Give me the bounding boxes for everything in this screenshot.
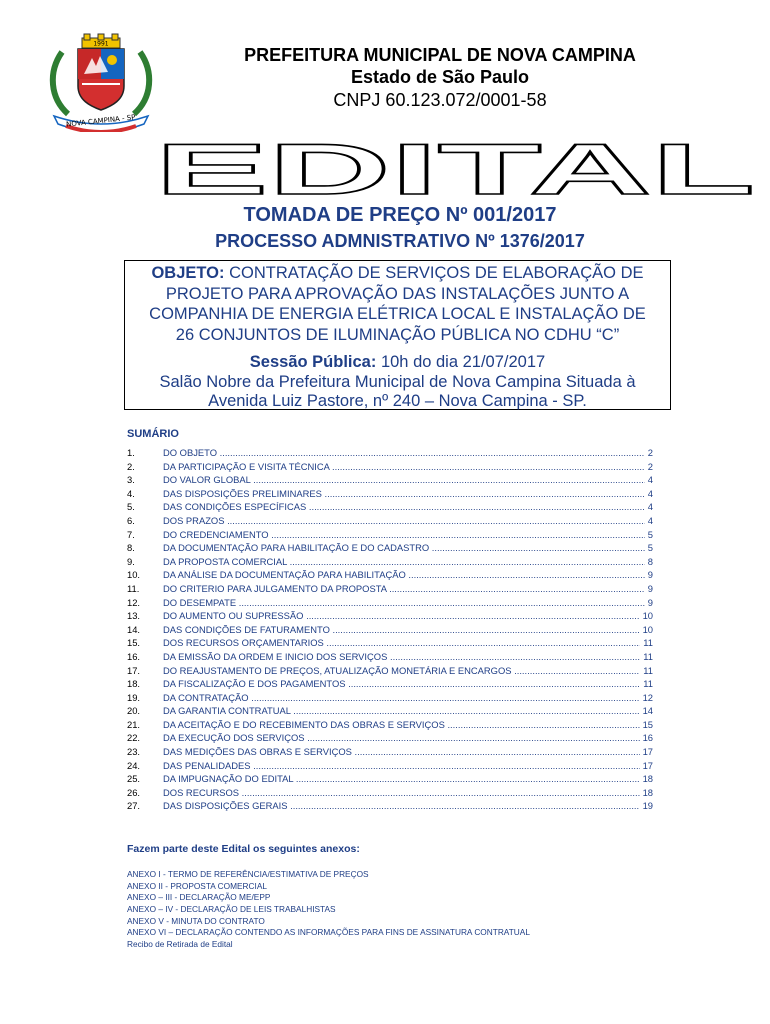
toc-row: [127, 487, 653, 501]
toc-page: 14: [640, 704, 653, 718]
sessao-label: Sessão Pública:: [249, 353, 377, 371]
toc-page: 10: [640, 609, 653, 623]
toc-page: 15: [640, 718, 653, 732]
toc-row: [127, 596, 653, 610]
toc-number: 20.: [127, 705, 141, 717]
toc-page: 9: [645, 596, 653, 610]
toc-page: 10: [640, 623, 653, 637]
toc-number: 27.: [127, 800, 141, 812]
annex-item: ANEXO II - PROPOSTA COMERCIAL: [127, 880, 267, 891]
toc-page: 18: [640, 786, 653, 800]
toc-row: [127, 446, 653, 460]
toc-page: 4: [645, 500, 653, 514]
toc-number: 18.: [127, 678, 141, 690]
toc-page: 4: [645, 514, 653, 528]
toc-row: [127, 528, 653, 542]
toc-entry: DA GARANTIA CONTRATUAL .....: [163, 704, 653, 718]
objeto-line-2: PROJETO PARA APROVAÇÃO DAS INSTALAÇÕES JUNTO A: [165, 284, 630, 303]
objeto-line-1: CONTRATAÇÃO DE SERVIÇOS DE ELABORAÇÃO DE: [229, 264, 644, 282]
objeto-line-3: COMPANHIA DE ENERGIA ELÉTRICA LOCAL E INSTALAÇÃO DE: [149, 305, 646, 323]
toc-number: 13.: [127, 610, 141, 622]
toc-row: [127, 609, 653, 623]
crest-year: 1991: [93, 40, 109, 48]
header-line-2: Estado de São Paulo: [350, 67, 530, 87]
toc-number: 15.: [127, 637, 141, 649]
toc-entry: DAS CONDIÇÕES ESPECÍFICAS .....: [163, 500, 653, 514]
objeto-line-4: 26 CONJUNTOS DE ILUMINAÇÃO PÚBLICA NO CDHU “C”: [175, 325, 620, 344]
annex-title: Fazem parte deste Edital os seguintes anexos:: [127, 843, 360, 855]
toc-page: 17: [640, 759, 653, 773]
toc-entry: DA FISCALIZAÇÃO E DOS PAGAMENTOS .....: [163, 677, 653, 691]
toc-entry: DO DESEMPATE .....: [163, 596, 653, 610]
annex-item: ANEXO I - TERMO DE REFERÊNCIA/ESTIMATIVA DE PREÇOS: [127, 869, 369, 879]
sessao-line-2: Salão Nobre da Prefeitura Municipal de Nova Campina Situada à: [159, 372, 636, 391]
toc-row: [127, 772, 653, 786]
toc-row: [127, 541, 653, 555]
toc-number: 11.: [127, 582, 140, 594]
toc-number: 26.: [127, 786, 141, 798]
toc-entry: DO REAJUSTAMENTO DE PREÇOS, ATUALIZAÇÃO MONETÁRIA E ENCARGOS .....: [163, 664, 653, 678]
toc-number: 10.: [127, 569, 141, 581]
toc-row: [127, 799, 653, 813]
toc-entry: DO CRITERIO PARA JULGAMENTO DA PROPOSTA .....: [163, 582, 653, 596]
annex-item: Recibo de Retirada de Edital: [127, 939, 233, 950]
toc-entry: DO OBJETO .....: [163, 446, 653, 460]
toc-row: [127, 636, 653, 650]
toc-page: 2: [645, 446, 653, 460]
annex-list: [127, 869, 530, 951]
toc-number: 5.: [127, 501, 135, 513]
toc-number: 4.: [127, 487, 135, 499]
toc-row: [127, 786, 653, 800]
toc-entry: DA ACEITAÇÃO E DO RECEBIMENTO DAS OBRAS E SERVIÇOS .....: [163, 718, 653, 732]
toc-entry: DAS PENALIDADES .....: [163, 759, 653, 773]
edital-text: EDITAL: [155, 130, 755, 200]
toc-page: 8: [645, 555, 653, 569]
toc-row: [127, 568, 653, 582]
toc-entry: DO CREDENCIAMENTO .....: [163, 528, 653, 542]
annex-item: ANEXO – IV - DECLARAÇÃO DE LEIS TRABALHISTAS: [127, 904, 336, 915]
toc-page: 4: [645, 487, 653, 501]
toc-page: 12: [640, 691, 653, 705]
toc-entry: DAS CONDIÇÕES DE FATURAMENTO .....: [163, 623, 653, 637]
tomada-de-preco-title: TOMADA DE PREÇO Nº 001/2017: [243, 204, 557, 226]
toc-row: [127, 514, 653, 528]
toc-entry: DA EXECUÇÃO DOS SERVIÇOS .....: [163, 731, 653, 745]
toc-page: 11: [640, 664, 653, 678]
toc-number: 16.: [127, 650, 141, 662]
toc-entry: DAS DISPOSIÇÕES PRELIMINARES .....: [163, 487, 653, 501]
toc-number: 12.: [127, 596, 141, 608]
toc-number: 24.: [127, 759, 141, 771]
toc-page: 16: [640, 731, 653, 745]
toc-number: 6.: [127, 514, 135, 526]
toc-entry: DAS MEDIÇÕES DAS OBRAS E SERVIÇOS .....: [163, 745, 653, 759]
sumario-title: SUMÁRIO: [127, 428, 179, 440]
toc-page: 9: [645, 568, 653, 582]
toc-page: 9: [645, 582, 653, 596]
toc-row: [127, 731, 653, 745]
toc-number: 2.: [127, 460, 135, 472]
toc-entry: DA PARTICIPAÇÃO E VISITA TÉCNICA .....: [163, 460, 653, 474]
toc-row: [127, 677, 653, 691]
toc-page: 17: [640, 745, 653, 759]
processo-title: PROCESSO ADMNISTRATIVO Nº 1376/2017: [215, 231, 585, 251]
objeto-box: [124, 260, 671, 410]
toc-number: 3.: [127, 474, 135, 486]
toc-entry: DA DOCUMENTAÇÃO PARA HABILITAÇÃO E DO CADASTRO .....: [163, 541, 653, 555]
sessao-line-3: Avenida Luiz Pastore, nº 240 – Nova Campina - SP.: [208, 392, 587, 410]
sessao-text: [125, 353, 670, 412]
toc-entry: DOS RECURSOS .....: [163, 786, 653, 800]
toc-number: 14.: [127, 623, 141, 635]
toc-number: 19.: [127, 691, 141, 703]
toc-entry: DOS PRAZOS .....: [163, 514, 653, 528]
toc-page: 11: [640, 650, 653, 664]
toc-page: 5: [645, 541, 653, 555]
annex-item: ANEXO – III - DECLARAÇÃO ME/EPP: [127, 892, 271, 903]
toc-row: [127, 650, 653, 664]
toc-row: [127, 623, 653, 637]
objeto-text: [125, 263, 670, 345]
toc-entry: DA IMPUGNAÇÃO DO EDITAL .....: [163, 772, 653, 786]
toc-entry: DA EMISSÃO DA ORDEM E INICIO DOS SERVIÇOS .....: [163, 650, 653, 664]
header-line-1: PREFEITURA MUNICIPAL DE NOVA CAMPINA: [244, 45, 636, 65]
toc-row: [127, 745, 653, 759]
toc-page: 2: [645, 460, 653, 474]
annex-item: ANEXO VI – DECLARAÇÃO CONTENDO AS INFORMAÇÕES PARA FINS DE ASSINATURA CONTRATUAL: [127, 927, 530, 938]
toc-number: 9.: [127, 555, 135, 567]
table-of-contents: [127, 446, 653, 813]
toc-entry: DO VALOR GLOBAL .....: [163, 473, 653, 487]
toc-row: [127, 582, 653, 596]
annex-item: ANEXO V - MINUTA DO CONTRATO: [127, 915, 265, 926]
toc-page: 11: [640, 636, 653, 650]
toc-number: 7.: [127, 528, 135, 540]
toc-number: 23.: [127, 746, 141, 758]
edital-wordmark: [150, 130, 760, 200]
toc-row: [127, 718, 653, 732]
toc-number: 21.: [127, 718, 141, 730]
toc-number: 8.: [127, 542, 135, 554]
toc-number: 1.: [127, 447, 135, 458]
crest-label: NOVA CAMPINA - SP: [65, 113, 136, 129]
toc-number: 17.: [127, 664, 141, 676]
toc-row: [127, 691, 653, 705]
toc-number: 22.: [127, 732, 141, 744]
toc-page: 4: [645, 473, 653, 487]
toc-page: 5: [645, 528, 653, 542]
toc-page: 11: [640, 677, 653, 691]
objeto-label: OBJETO:: [151, 264, 225, 282]
toc-row: [127, 759, 653, 773]
toc-row: [127, 664, 653, 678]
municipal-crest-logo: [44, 32, 158, 132]
toc-entry: DA ANÁLISE DA DOCUMENTAÇÃO PARA HABILITAÇÃO .....: [163, 568, 653, 582]
header-cnpj: CNPJ 60.123.072/0001-58: [333, 90, 547, 110]
toc-number: 25.: [127, 773, 141, 785]
toc-row: [127, 555, 653, 569]
toc-row: [127, 704, 653, 718]
toc-entry: DA PROPOSTA COMERCIAL .....: [163, 555, 653, 569]
toc-entry: DA CONTRATAÇÃO .....: [163, 691, 653, 705]
toc-entry: DAS DISPOSIÇÕES GERAIS .....: [163, 799, 653, 813]
sessao-value: 10h do dia 21/07/2017: [380, 353, 546, 371]
toc-page: 19: [640, 799, 653, 813]
toc-entry: DOS RECURSOS ORÇAMENTARIOS .....: [163, 636, 653, 650]
toc-row: [127, 460, 653, 474]
toc-page: 18: [640, 772, 653, 786]
toc-row: [127, 500, 653, 514]
toc-entry: DO AUMENTO OU SUPRESSÃO .....: [163, 609, 653, 623]
toc-row: [127, 473, 653, 487]
